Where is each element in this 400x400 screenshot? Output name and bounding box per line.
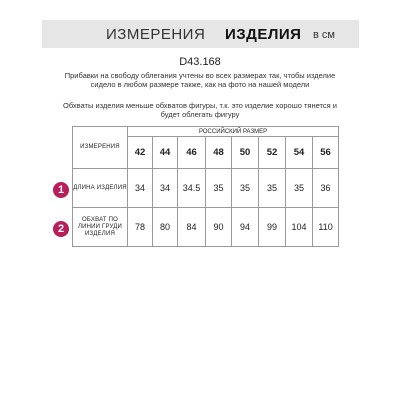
size-group-label: РОССИЙСКИЙ РАЗМЕР — [128, 127, 339, 137]
table-cell: 99 — [259, 208, 286, 247]
table-cell: 34 — [128, 169, 153, 208]
size-header: 54 — [286, 137, 313, 169]
table-cell: 34.5 — [178, 169, 206, 208]
title-unit: в см — [313, 29, 335, 41]
table-cell: 90 — [206, 208, 232, 247]
title-measurements: ИЗМЕРЕНИЯ — [106, 26, 206, 43]
row-label-chest: ОБХВАТ ПО ЛИНИИ ГРУДИ ИЗДЕЛИЯ — [73, 208, 128, 247]
article-code: D43.168 — [179, 56, 221, 68]
table-cell: 80 — [153, 208, 178, 247]
table-cell: 34 — [153, 169, 178, 208]
table-cell: 84 — [178, 208, 206, 247]
table-cell: 35 — [232, 169, 259, 208]
size-table — [72, 126, 339, 247]
size-header: 50 — [232, 137, 259, 169]
table-row — [73, 169, 339, 208]
table-cell: 94 — [232, 208, 259, 247]
stretch-note: Обхваты изделия меньше обхватов фигуры, т.к. это изделие хорошо тянется и будет облегать фигуру — [63, 101, 337, 119]
table-cell: 110 — [313, 208, 339, 247]
size-header: 48 — [206, 137, 232, 169]
table-cell: 104 — [286, 208, 313, 247]
title-banner — [42, 20, 359, 48]
table-group-header-row — [73, 127, 339, 137]
table-cell: 78 — [128, 208, 153, 247]
row-marker-2-badge: 2 — [53, 221, 69, 237]
size-header: 42 — [128, 137, 153, 169]
table-row — [73, 208, 339, 247]
size-header: 44 — [153, 137, 178, 169]
table-cell: 35 — [206, 169, 232, 208]
corner-label: ИЗМЕРЕНИЯ — [73, 127, 128, 169]
fit-note: Прибавки на свободу облегания учтены во всех размерах так, чтобы изделие сидело в любом размере также, как на фото на нашей модели — [64, 71, 336, 89]
size-header: 52 — [259, 137, 286, 169]
size-header: 46 — [178, 137, 206, 169]
row-marker-1-badge: 1 — [53, 182, 69, 198]
table-cell: 36 — [313, 169, 339, 208]
table-cell: 35 — [286, 169, 313, 208]
size-header: 56 — [313, 137, 339, 169]
row-label-length: ДЛИНА ИЗДЕЛИЯ — [73, 169, 128, 208]
table-cell: 35 — [259, 169, 286, 208]
title-item: ИЗДЕЛИЯ — [225, 26, 302, 43]
